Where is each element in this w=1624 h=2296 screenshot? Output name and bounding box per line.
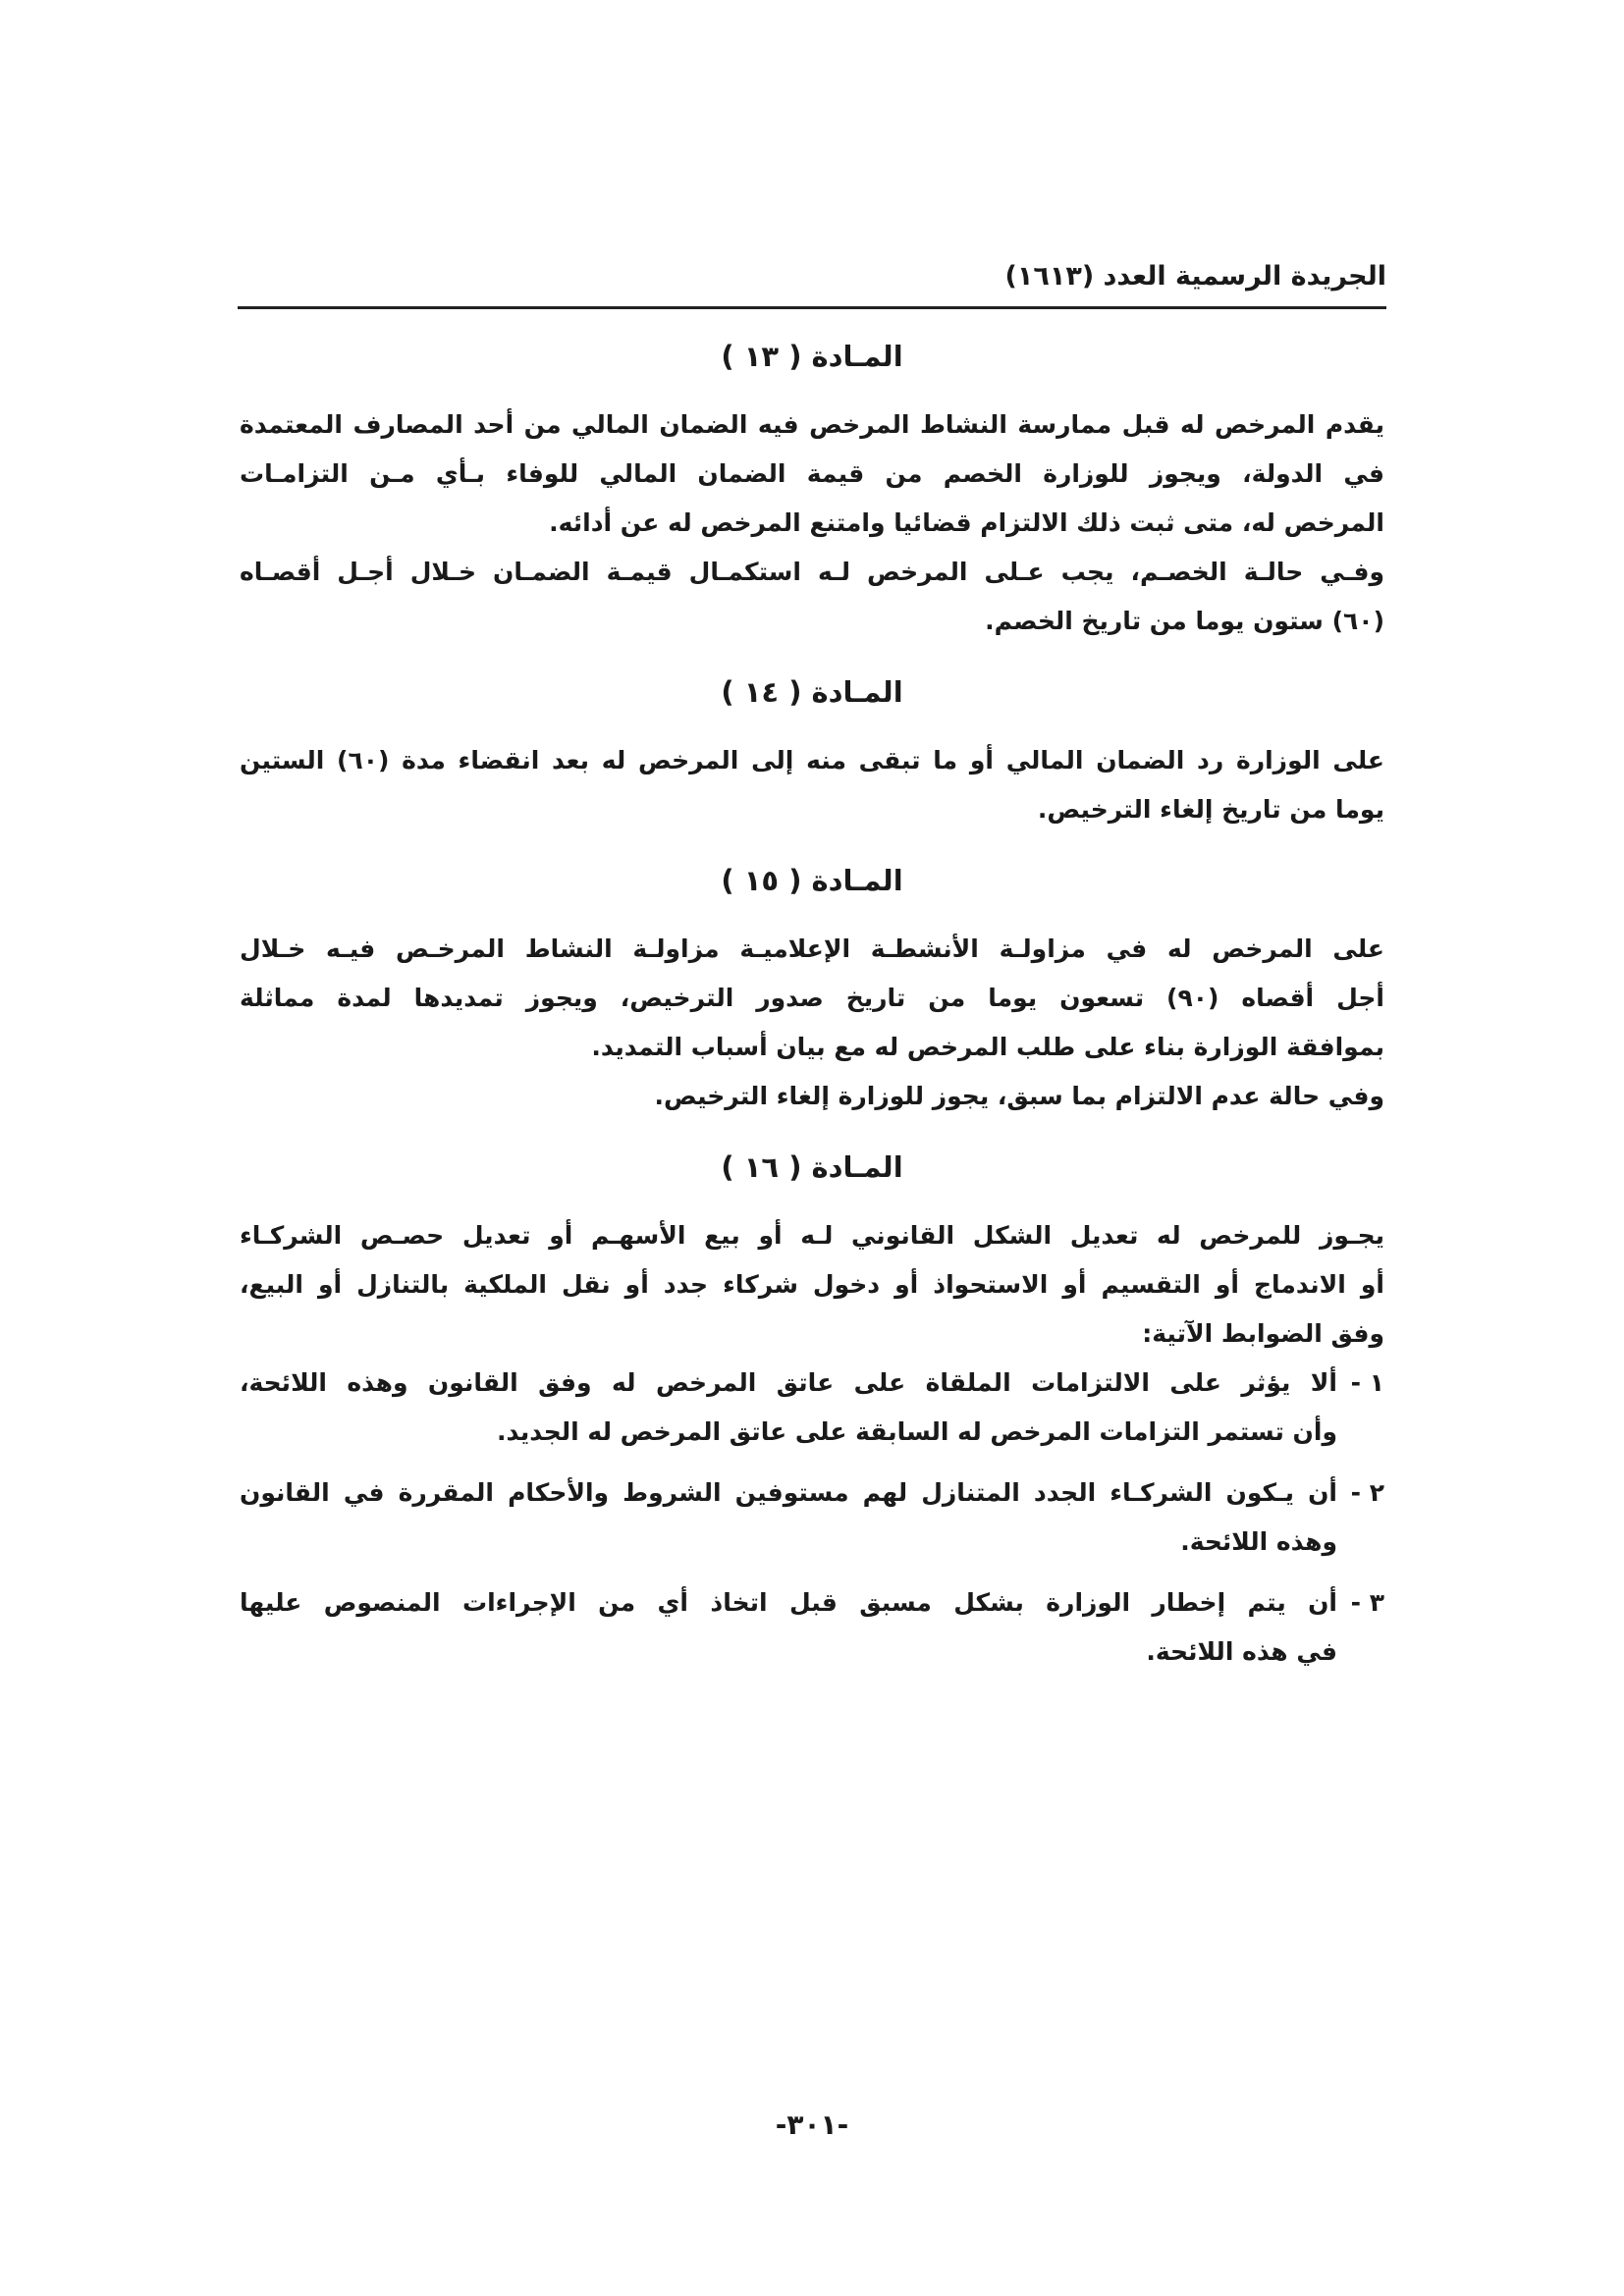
article-paragraph (240, 925, 1384, 1072)
list-text (240, 1359, 1337, 1457)
text-line: وفي حالة عدم الالتزام بما سبق، يجوز للوزارة إلغاء الترخيص. (654, 1082, 1384, 1110)
gazette-title: الجريدة الرسمية العدد (١٦١٣) (1004, 261, 1386, 292)
page-number: -٣٠١- (775, 2109, 849, 2141)
article-15 (240, 856, 1384, 1143)
text-line: المرخص له، متى ثبت ذلك الالتزام قضائيا وامتنع المرخص له عن أدائه. (549, 508, 1384, 537)
text-line: يوما من تاريخ إلغاء الترخيص. (1037, 795, 1384, 824)
spacer (240, 834, 1384, 856)
list-item (240, 1578, 1384, 1677)
article-16 (240, 1143, 1384, 1677)
text-line: وفق الضوابط الآتية: (1142, 1319, 1384, 1348)
text-line: في الدولة، ويجوز للوزارة الخصم من قيمة الضمان المالي للوفاء بـأي مـن التزامـات (240, 459, 1384, 488)
spacer (240, 1121, 1384, 1143)
header-rule (238, 306, 1386, 309)
list-item (240, 1468, 1384, 1567)
text-line: أن يـكون الشركـاء الجدد المتنازل لهم مستوفين الشروط والأحكام المقررة في القانون (240, 1478, 1337, 1507)
article-paragraph (240, 736, 1384, 834)
text-line: أن يتم إخطار الوزارة بشكل مسبق قبل اتخاذ أي من الإجراءات المنصوص عليها (240, 1588, 1337, 1617)
list-text (240, 1578, 1337, 1677)
article-paragraph (240, 1072, 1384, 1121)
article-13 (240, 332, 1384, 667)
text-line: بموافقة الوزارة بناء على طلب المرخص له مع بيان أسباب التمديد. (591, 1033, 1384, 1061)
article-paragraph (240, 400, 1384, 548)
article-title: المـادة ( ١٣ ) (721, 340, 903, 373)
text-line: وفـي حالـة الخصـم، يجب عـلى المرخص لـه استكمـال قيمـة الضمـان خـلال أجـل أقصـاه (240, 558, 1384, 586)
list-number: ١ - (1350, 1368, 1384, 1397)
text-line: يقدم المرخص له قبل ممارسة النشاط المرخص فيه الضمان المالي من أحد المصارف المعتمدة (240, 410, 1384, 439)
text-line: على الوزارة رد الضمان المالي أو ما تبقى منه إلى المرخص له بعد انقضاء مدة (٦٠) الستين (240, 746, 1385, 774)
text-line: أجل أقصاه (٩٠) تسعون يوما من تاريخ صدور الترخيص، ويجوز تمديدها لمدة مماثلة (240, 984, 1384, 1012)
text-line: في هذه اللائحة. (1146, 1637, 1337, 1666)
text-line: وأن تستمر التزامات المرخص له السابقة على عاتق المرخص له الجديد. (496, 1417, 1337, 1446)
page-content (240, 332, 1384, 1688)
list-number: ٢ - (1350, 1478, 1384, 1507)
article-title: المـادة ( ١٥ ) (721, 864, 903, 897)
list-item (240, 1359, 1384, 1457)
text-line: يجـوز للمرخص له تعديل الشكل القانوني لـه أو بيع الأسهـم أو تعديل حصـص الشركـاء (240, 1221, 1384, 1250)
text-line: ألا يؤثر على الالتزامات الملقاة على عاتق المرخص له وفق القانون وهذه اللائحة، (240, 1368, 1337, 1397)
article-14 (240, 667, 1384, 856)
list-text (240, 1468, 1337, 1567)
article-paragraph (240, 1211, 1384, 1359)
article-title: المـادة ( ١٦ ) (721, 1150, 903, 1184)
text-line: أو الاندماج أو التقسيم أو الاستحواذ أو دخول شركاء جدد أو نقل الملكية بالتنازل أو البيع، (240, 1270, 1384, 1299)
spacer (240, 646, 1384, 667)
list-number: ٣ - (1350, 1588, 1384, 1617)
text-line: على المرخص له في مزاولـة الأنشطـة الإعلاميـة مزاولـة النشاط المرخـص فيـه خـلال (240, 934, 1384, 963)
text-line: (٦٠) ستون يوما من تاريخ الخصم. (985, 607, 1384, 635)
article-title: المـادة ( ١٤ ) (721, 675, 903, 709)
article-paragraph (240, 548, 1384, 646)
page-header (238, 257, 1386, 306)
text-line: وهذه اللائحة. (1180, 1527, 1337, 1556)
